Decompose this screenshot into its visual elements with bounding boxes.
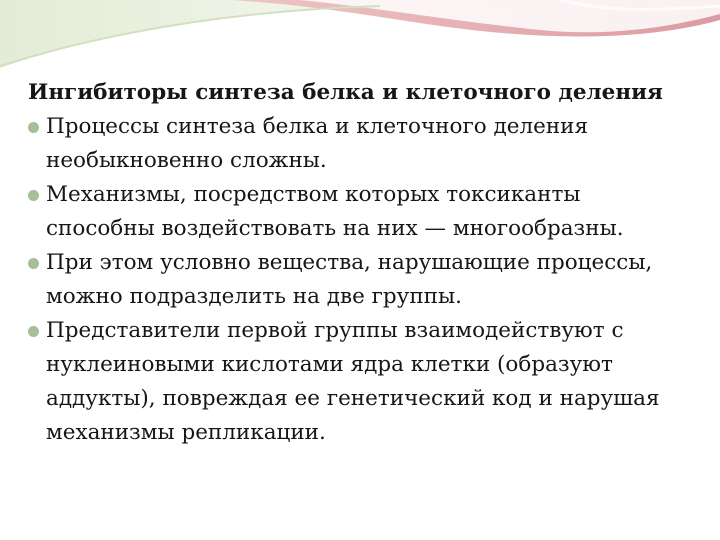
bullet-item: [28, 246, 708, 314]
bullet-line: Механизмы, посредством которых токсиканты: [46, 182, 581, 207]
circle-bullet-icon: [28, 258, 39, 269]
bullet-line: аддукты), повреждая ее генетический код и нарушая: [46, 386, 660, 411]
bullet-list: [28, 110, 708, 450]
bullet-line: При этом условно вещества, нарушающие процессы,: [46, 250, 653, 275]
bullet-line: нуклеиновыми кислотами ядра клетки (образуют: [46, 352, 613, 377]
bullet-line: можно подразделить на две группы.: [46, 284, 462, 309]
bullet-item: [28, 110, 708, 178]
circle-bullet-icon: [28, 190, 39, 201]
circle-bullet-icon: [28, 122, 39, 133]
slide-title: Ингибиторы синтеза белка и клеточного деления: [28, 80, 663, 105]
bullet-item: [28, 178, 708, 246]
bullet-line: Процессы синтеза белка и клеточного деления: [46, 114, 589, 139]
bullet-line: способны воздействовать на них — многообразны.: [46, 216, 624, 241]
circle-bullet-icon: [28, 326, 39, 337]
slide-content: [28, 78, 708, 450]
bullet-line: механизмы репликации.: [46, 420, 326, 445]
bullet-item: [28, 314, 708, 450]
bullet-line: Представители первой группы взаимодействуют с: [46, 318, 624, 343]
header-wave-decoration: [0, 0, 720, 70]
bullet-line: необыкновенно сложны.: [46, 148, 327, 173]
